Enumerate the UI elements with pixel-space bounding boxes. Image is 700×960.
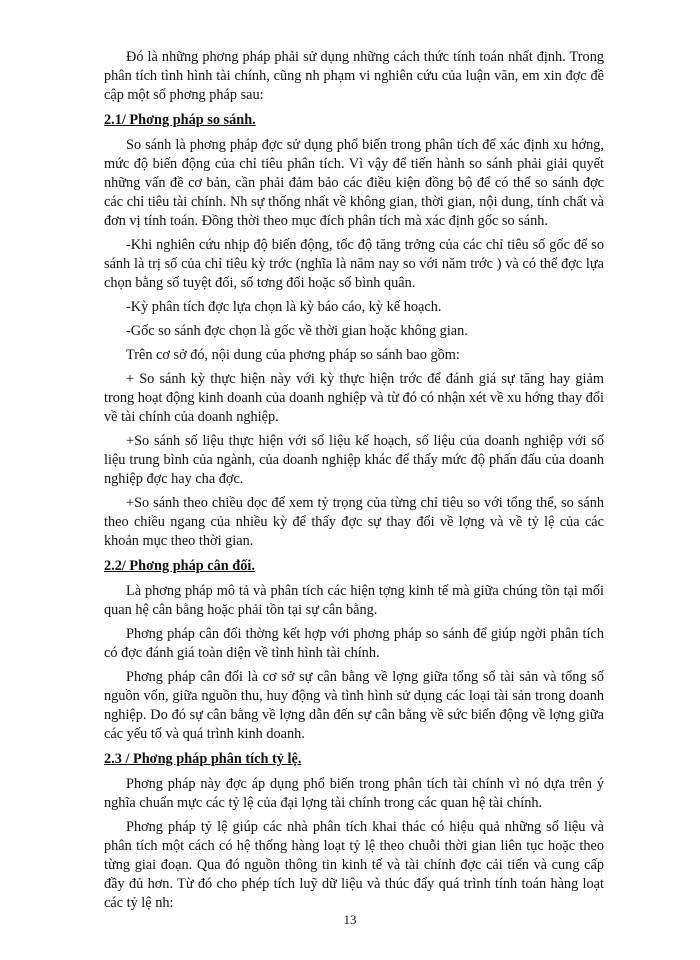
comparison-definition-paragraph: So sánh là phơng pháp đợc sử dụng phổ biến trong phân tích để xác định xu hớng, mức độ biến động của chỉ tiêu phân tích. Vì vậy để tiến hành so sánh phải giải quyết những vấn đề cơ bản, cần phải đảm bảo các điều kiện đồng bộ để có thể so sánh đợc các chỉ tiêu tài chính. Nh sự thống nhất về không gian, thời gian, nội dung, tính chất và đơn vị tính toán. Đồng thời theo mục đích phân tích mà xác định gốc so sánh. — [104, 137, 604, 229]
section-heading-balance: 2.2/ Phơng pháp cân đối. — [104, 558, 255, 574]
analysis-period-paragraph: -Kỳ phân tích đợc lựa chọn là kỳ báo cáo, kỳ kế hoạch. — [126, 299, 442, 315]
section-heading-ratio: 2.3 / Phơng pháp phân tích tỷ lệ. — [104, 751, 302, 767]
balance-basis-paragraph: Phơng pháp cân đối là cơ sở sự cân bằng về lợng giữa tổng số tài sản và tổng số nguồn vốn, giữa nguồn thu, huy động và tình hình sử dụng các loại tài sản trong doanh nghiệp. Do đó sự cân bằng về lợng dẫn đến sự cân bằng về sức biến động về lợng giữa các yếu tố và quá trình kinh doanh. — [104, 669, 604, 742]
page-number: 13 — [343, 912, 357, 927]
balance-definition-paragraph: Là phơng pháp mô tả và phân tích các hiện tợng kinh tế mà giữa chúng tồn tại mối quan hệ cân bằng hoặc phải tồn tại sự cân bằng. — [104, 583, 604, 618]
comparison-content-intro: Trên cơ sở đó, nội dung của phơng pháp so sánh bao gồm: — [126, 347, 460, 363]
ratio-definition-paragraph: Phơng pháp này đợc áp dụng phổ biến trong phân tích tài chính vì nó dựa trên ý nghĩa chuẩn mực các tỷ lệ của đại lợng tài chính trong các quan hệ tài chính. — [104, 776, 604, 811]
intro-paragraph: Đó là những phơng pháp phải sử dụng những cách thức tính toán nhất định. Trong phân tích tình hình tài chính, cũng nh phạm vi nghiên cứu của luận văn, em xin đợc đề cập một số phơng pháp sau: — [104, 49, 604, 103]
comparison-item-1: + So sánh kỳ thực hiện này với kỳ thực hiện trớc để đánh giá sự tăng hay giảm trong hoạt động kinh doanh của doanh nghiệp và từ đó có nhận xét về xu hớng thay đổi về tài chính của doanh nghiệp. — [104, 371, 604, 425]
comparison-root-paragraph: -Gốc so sánh đợc chọn là gốc về thời gian hoặc không gian. — [126, 323, 468, 339]
comparison-item-2: +So sánh số liệu thực hiện với số liệu kế hoạch, số liệu của doanh nghiệp với số liệu trung bình của ngành, của doanh nghiệp khác để thấy mức độ phấn đấu của doanh nghiệp đợc hay cha đợc. — [104, 433, 604, 487]
page-body — [104, 48, 604, 918]
balance-combination-paragraph: Phơng pháp cân đối thờng kết hợp với phơng pháp so sánh để giúp ngời phân tích có đợc đánh giá toàn diện về tình hình tài chính. — [104, 626, 604, 661]
ratio-benefit-paragraph: Phơng pháp tỷ lệ giúp các nhà phân tích khai thác có hiệu quả những số liệu và phân tích một cách có hệ thống hàng loạt tỷ lệ theo chuỗi thời gian liên tục hoặc theo từng giai đoạn. Qua đó nguồn thông tin kinh tế và tài chính đợc cải tiến và cung cấp đầy đủ hơn. Từ đó cho phép tích luỹ dữ liệu và thúc đẩy quá trình tính toán hàng loạt các tỷ lệ nh: — [104, 819, 604, 911]
comparison-base-paragraph: -Khi nghiên cứu nhịp độ biến động, tốc độ tăng trởng của các chỉ tiêu số gốc để so sánh là trị số của chỉ tiêu kỳ trớc (nghĩa là năm nay so với năm trớc ) và có thể đợc lựa chọn bằng số tuyệt đối, số tơng đối hoặc số bình quân. — [104, 237, 604, 291]
comparison-item-3: +So sánh theo chiều dọc để xem tỷ trọng của từng chỉ tiêu so với tổng thể, so sánh theo chiều ngang của nhiều kỳ để thấy đợc sự thay đổi về lợng và về tỷ lệ của các khoản mục theo thời gian. — [104, 495, 604, 549]
section-heading-comparison: 2.1/ Phơng pháp so sánh. — [104, 112, 256, 128]
